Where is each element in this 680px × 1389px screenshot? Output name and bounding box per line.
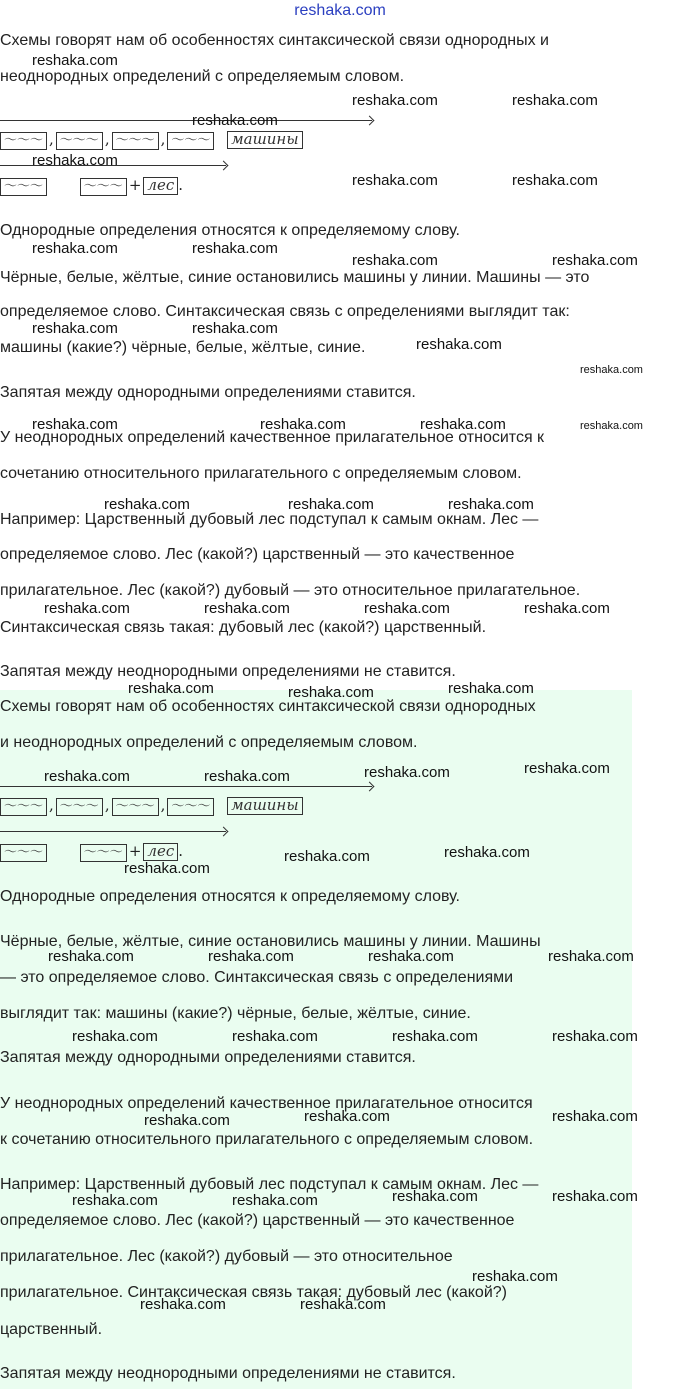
watermark: reshaka.com	[204, 600, 290, 617]
s2-het-2: к сочетанию относительного прилагательного с определяемым словом.	[0, 1131, 534, 1148]
wave-box: 〜〜〜	[167, 132, 214, 150]
wave-box: 〜〜〜	[56, 132, 103, 150]
s1-het-1: У неоднородных определений качественное прилагательное относится к	[0, 429, 545, 446]
watermark: reshaka.com	[364, 600, 450, 617]
watermark: reshaka.com	[32, 320, 118, 337]
wave-box: 〜〜〜	[112, 798, 159, 816]
s2-homog-5: Запятая между однородными определениями ставится.	[0, 1049, 416, 1066]
s1-homog-4: машины (какие?) чёрные, белые, жёлтые, синие.	[0, 339, 366, 356]
s1-homog-5: Запятая между однородными определениями ставится.	[0, 384, 416, 401]
noun-box-les: лес	[143, 843, 178, 861]
watermark: reshaka.com	[420, 416, 506, 433]
wave-box: 〜〜〜	[0, 132, 47, 150]
watermark: reshaka.com	[524, 600, 610, 617]
watermark: reshaka.com	[448, 496, 534, 513]
s2-scheme-arrow-2	[0, 831, 226, 832]
s2-ex-5: царственный.	[0, 1321, 103, 1338]
watermark: reshaka.com	[552, 1108, 638, 1125]
s2-homog-1: Однородные определения относятся к определяемому слову.	[0, 888, 460, 905]
watermark: reshaka.com	[32, 416, 118, 433]
s2-scheme-heterogeneous: 〜〜〜 〜〜〜 + лес .	[0, 842, 183, 862]
watermark: reshaka.com	[448, 680, 534, 697]
wave-box: 〜〜〜	[56, 798, 103, 816]
s1-ex-5: Запятая между неоднородными определениями не ставится.	[0, 663, 456, 680]
s2-het-1: У неоднородных определений качественное прилагательное относится	[0, 1095, 533, 1112]
watermark: reshaka.com	[288, 684, 374, 701]
watermark: reshaka.com	[192, 320, 278, 337]
watermark: reshaka.com	[260, 416, 346, 433]
s1-intro-line2: неоднородных определений с определяемым словом.	[0, 68, 405, 85]
watermark: reshaka.com	[192, 112, 278, 129]
wave-box: 〜〜〜	[0, 844, 47, 862]
s1-ex-1: Например: Царственный дубовый лес подступал к самым окнам. Лес —	[0, 511, 539, 528]
noun-box-mashiny: машины	[227, 797, 302, 815]
s2-intro-line2: и неоднородных определений с определяемым словом.	[0, 734, 418, 751]
wave-box: 〜〜〜	[80, 844, 127, 862]
watermark: reshaka.com	[548, 948, 634, 965]
s2-scheme-arrow-1	[0, 786, 372, 787]
watermark: reshaka.com	[512, 92, 598, 109]
watermark: reshaka.com	[104, 496, 190, 513]
watermark: reshaka.com	[288, 496, 374, 513]
watermark: reshaka.com	[232, 1192, 318, 1209]
s1-scheme-arrow-1	[0, 120, 372, 121]
wave-box: 〜〜〜	[0, 178, 47, 196]
watermark: reshaka.com	[552, 1028, 638, 1045]
s1-homog-2: Чёрные, белые, жёлтые, синие остановились машины у линии. Машины — это	[0, 269, 590, 286]
watermark: reshaka.com	[392, 1028, 478, 1045]
wave-box: 〜〜〜	[167, 798, 214, 816]
s1-intro-line1: Схемы говорят нам об особенностях синтаксической связи однородных и	[0, 32, 549, 49]
watermark: reshaka.com	[472, 1268, 558, 1285]
watermark: reshaka.com	[192, 240, 278, 257]
s1-ex-3: прилагательное. Лес (какой?) дубовый — это относительное прилагательное.	[0, 582, 581, 599]
watermark: reshaka.com	[128, 680, 214, 697]
watermark: reshaka.com	[580, 364, 643, 376]
watermark: reshaka.com	[284, 848, 370, 865]
watermark: reshaka.com	[352, 92, 438, 109]
watermark: reshaka.com	[44, 600, 130, 617]
s2-ex-3: прилагательное. Лес (какой?) дубовый — это относительное	[0, 1248, 453, 1265]
s1-het-2: сочетанию относительного прилагательного с определяемым словом.	[0, 465, 522, 482]
s1-scheme-heterogeneous: 〜〜〜 〜〜〜 + лес .	[0, 176, 183, 196]
watermark: reshaka.com	[232, 1028, 318, 1045]
watermark: reshaka.com	[352, 252, 438, 269]
s2-homog-2: Чёрные, белые, жёлтые, синие остановились машины у линии. Машины	[0, 933, 541, 950]
watermark: reshaka.com	[32, 152, 118, 169]
watermark: reshaka.com	[304, 1108, 390, 1125]
watermark: reshaka.com	[72, 1028, 158, 1045]
watermark: reshaka.com	[32, 240, 118, 257]
watermark: reshaka.com	[44, 768, 130, 785]
watermark: reshaka.com	[392, 1188, 478, 1205]
watermark: reshaka.com	[32, 52, 118, 69]
watermark: reshaka.com	[368, 948, 454, 965]
s1-ex-2: определяемое слово. Лес (какой?) царственный — это качественное	[0, 546, 515, 563]
wave-box: 〜〜〜	[112, 132, 159, 150]
watermark: reshaka.com	[140, 1296, 226, 1313]
watermark: reshaka.com	[300, 1296, 386, 1313]
watermark: reshaka.com	[524, 760, 610, 777]
s2-ex-2: определяемое слово. Лес (какой?) царственный — это качественное	[0, 1212, 515, 1229]
watermark: reshaka.com	[416, 336, 502, 353]
watermark: reshaka.com	[124, 860, 210, 877]
noun-box-mashiny: машины	[227, 131, 302, 149]
s1-scheme-homogeneous: 〜〜〜 , 〜〜〜 , 〜〜〜 , 〜〜〜 машины	[0, 130, 303, 150]
watermark: reshaka.com	[552, 1188, 638, 1205]
s2-ex-4: прилагательное. Синтаксическая связь такая: дубовый лес (какой?)	[0, 1284, 507, 1301]
watermark: reshaka.com	[364, 764, 450, 781]
s1-homog-1: Однородные определения относятся к определяемому слову.	[0, 222, 460, 239]
noun-box-les: лес	[143, 177, 178, 195]
watermark: reshaka.com	[204, 768, 290, 785]
watermark: reshaka.com	[144, 1112, 230, 1129]
s2-homog-4: выглядит так: машины (какие?) чёрные, белые, жёлтые, синие.	[0, 1005, 471, 1022]
watermark: reshaka.com	[552, 252, 638, 269]
watermark: reshaka.com	[48, 948, 134, 965]
site-watermark-top[interactable]: reshaka.com	[294, 2, 386, 19]
s2-ex-6: Запятая между неоднородными определениями не ставится.	[0, 1365, 456, 1382]
s2-intro-line1: Схемы говорят нам об особенностях синтаксической связи однородных	[0, 698, 536, 715]
watermark: reshaka.com	[72, 1192, 158, 1209]
watermark: reshaka.com	[444, 844, 530, 861]
s1-homog-3: определяемое слово. Синтаксическая связь с определениями выглядит так:	[0, 303, 570, 320]
wave-box: 〜〜〜	[0, 798, 47, 816]
watermark: reshaka.com	[512, 172, 598, 189]
s2-ex-1: Например: Царственный дубовый лес подступал к самым окнам. Лес —	[0, 1176, 539, 1193]
s1-ex-4: Синтаксическая связь такая: дубовый лес (какой?) царственный.	[0, 619, 487, 636]
watermark: reshaka.com	[352, 172, 438, 189]
s2-homog-3: — это определяемое слово. Синтаксическая связь с определениями	[0, 969, 514, 986]
watermark: reshaka.com	[580, 420, 643, 432]
s2-scheme-homogeneous: 〜〜〜 , 〜〜〜 , 〜〜〜 , 〜〜〜 машины	[0, 796, 303, 816]
watermark: reshaka.com	[208, 948, 294, 965]
wave-box: 〜〜〜	[80, 178, 127, 196]
